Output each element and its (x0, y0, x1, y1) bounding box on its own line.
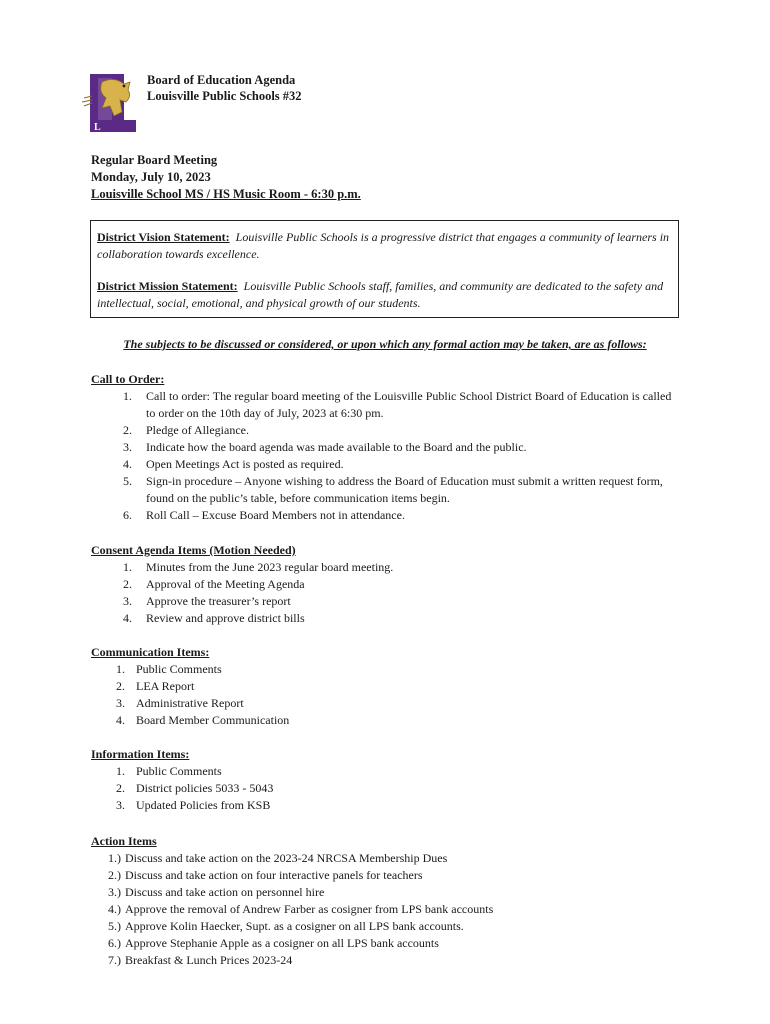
section-heading: Action Items (91, 834, 157, 848)
list-item (91, 884, 660, 901)
section-heading: Communication Items: (91, 645, 210, 659)
list-item (91, 456, 681, 473)
item-number: 6. (123, 508, 132, 522)
item-text: District policies 5033 - 5043 (136, 781, 274, 795)
item-text: Call to order: The regular board meeting of the Louisville Public School District Board of Education is called to order on the 10th day of July, 2023 at 6:30 pm. (146, 389, 672, 420)
item-number: 3. (123, 440, 132, 454)
item-text: Approve the removal of Andrew Farber as cosigner from LPS bank accounts (125, 902, 494, 916)
item-number: 3. (116, 696, 125, 710)
list-item (91, 593, 681, 610)
item-text: Discuss and take action on personnel hire (125, 885, 325, 899)
communication-section (91, 644, 671, 729)
item-number: 5.) (108, 919, 121, 933)
action-items-section (91, 833, 660, 969)
item-text: LEA Report (136, 679, 195, 693)
item-number: 4. (116, 713, 125, 727)
meeting-info (91, 152, 361, 203)
item-text: Breakfast & Lunch Prices 2023-24 (125, 953, 293, 967)
section-heading: Call to Order: (91, 372, 165, 386)
action-list (91, 850, 660, 969)
list-item (91, 661, 671, 678)
item-text: Administrative Report (136, 696, 244, 710)
statements-box (90, 220, 679, 318)
item-text: Public Comments (136, 764, 222, 778)
call-to-order-list (91, 388, 681, 524)
list-item (91, 763, 671, 780)
item-text: Pledge of Allegiance. (146, 423, 249, 437)
item-text: Review and approve district bills (146, 611, 305, 625)
item-text: Approval of the Meeting Agenda (146, 577, 305, 591)
item-text: Approve Kolin Haecker, Supt. as a cosigner on all LPS bank accounts. (125, 919, 464, 933)
section-heading: Information Items: (91, 747, 190, 761)
item-text: Roll Call – Excuse Board Members not in attendance. (146, 508, 405, 522)
item-number: 6.) (108, 936, 121, 950)
list-item (91, 422, 681, 439)
information-list (91, 763, 671, 814)
svg-text:L: L (94, 122, 101, 133)
item-number: 2.) (108, 868, 121, 882)
item-text: Board Member Communication (136, 713, 290, 727)
meeting-location: Louisville School MS / HS Music Room - 6:30 p.m. (91, 187, 361, 201)
list-item (91, 695, 671, 712)
item-number: 1. (123, 560, 132, 574)
item-text: Minutes from the June 2023 regular board meeting. (146, 560, 394, 574)
school-logo (80, 72, 138, 134)
item-number: 2. (116, 781, 125, 795)
consent-agenda-section (91, 542, 681, 627)
list-item (91, 935, 660, 952)
list-item (91, 780, 671, 797)
list-item (91, 867, 660, 884)
list-item (91, 473, 681, 507)
list-item (91, 797, 671, 814)
item-text: Approve the treasurer’s report (146, 594, 291, 608)
vision-statement (97, 229, 672, 263)
item-number: 1. (116, 662, 125, 676)
mission-label: District Mission Statement: (97, 279, 238, 293)
item-text: Updated Policies from KSB (136, 798, 271, 812)
item-number: 5. (123, 474, 132, 488)
section-heading: Consent Agenda Items (Motion Needed) (91, 543, 296, 557)
item-number: 3. (116, 798, 125, 812)
item-number: 1.) (108, 851, 121, 865)
agenda-title: Board of Education Agenda (147, 73, 296, 87)
item-number: 3.) (108, 885, 121, 899)
list-item (91, 576, 681, 593)
item-number: 4.) (108, 902, 121, 916)
list-item (91, 850, 660, 867)
item-text: Open Meetings Act is posted as required. (146, 457, 344, 471)
list-item (91, 952, 660, 969)
item-number: 3. (123, 594, 132, 608)
list-item (91, 439, 681, 456)
vision-text: Louisville Public Schools is a progressive district that engages a community of learners in collaboration towards excellence. (97, 230, 670, 261)
district-name: Louisville Public Schools #32 (147, 88, 302, 103)
meeting-type: Regular Board Meeting (91, 153, 218, 167)
item-text: Discuss and take action on the 2023-24 NRCSA Membership Dues (125, 851, 448, 865)
list-item (91, 712, 671, 729)
list-item (91, 901, 660, 918)
mission-text: Louisville Public Schools staff, families, and community are dedicated to the safety and intellectual, social, emotional, and physical growth of our students. (97, 279, 664, 310)
item-number: 2. (123, 423, 132, 437)
list-item (91, 388, 681, 422)
meeting-date: Monday, July 10, 2023 (91, 170, 211, 184)
item-number: 4. (123, 457, 132, 471)
list-item (91, 507, 681, 524)
information-section (91, 746, 671, 814)
mission-statement (97, 278, 672, 312)
item-text: Sign-in procedure – Anyone wishing to address the Board of Education must submit a written request form, found on the public’s table, before communication items begin. (146, 474, 663, 505)
item-number: 1. (123, 389, 132, 403)
communication-list (91, 661, 671, 729)
document-header (147, 73, 302, 104)
item-text: Discuss and take action on four interactive panels for teachers (125, 868, 423, 882)
list-item (91, 678, 671, 695)
call-to-order-section (91, 371, 681, 524)
item-number: 4. (123, 611, 132, 625)
list-item (91, 918, 660, 935)
item-number: 7.) (108, 953, 121, 967)
consent-list (91, 559, 681, 627)
item-text: Public Comments (136, 662, 222, 676)
item-number: 2. (123, 577, 132, 591)
item-number: 2. (116, 679, 125, 693)
vision-label: District Vision Statement: (97, 230, 230, 244)
subjects-notice: The subjects to be discussed or considered, or upon which any formal action may be taken, are as follows: (123, 337, 647, 351)
item-text: Indicate how the board agenda was made available to the Board and the public. (146, 440, 527, 454)
list-item (91, 559, 681, 576)
item-number: 1. (116, 764, 125, 778)
list-item (91, 610, 681, 627)
item-text: Approve Stephanie Apple as a cosigner on all LPS bank accounts (125, 936, 439, 950)
